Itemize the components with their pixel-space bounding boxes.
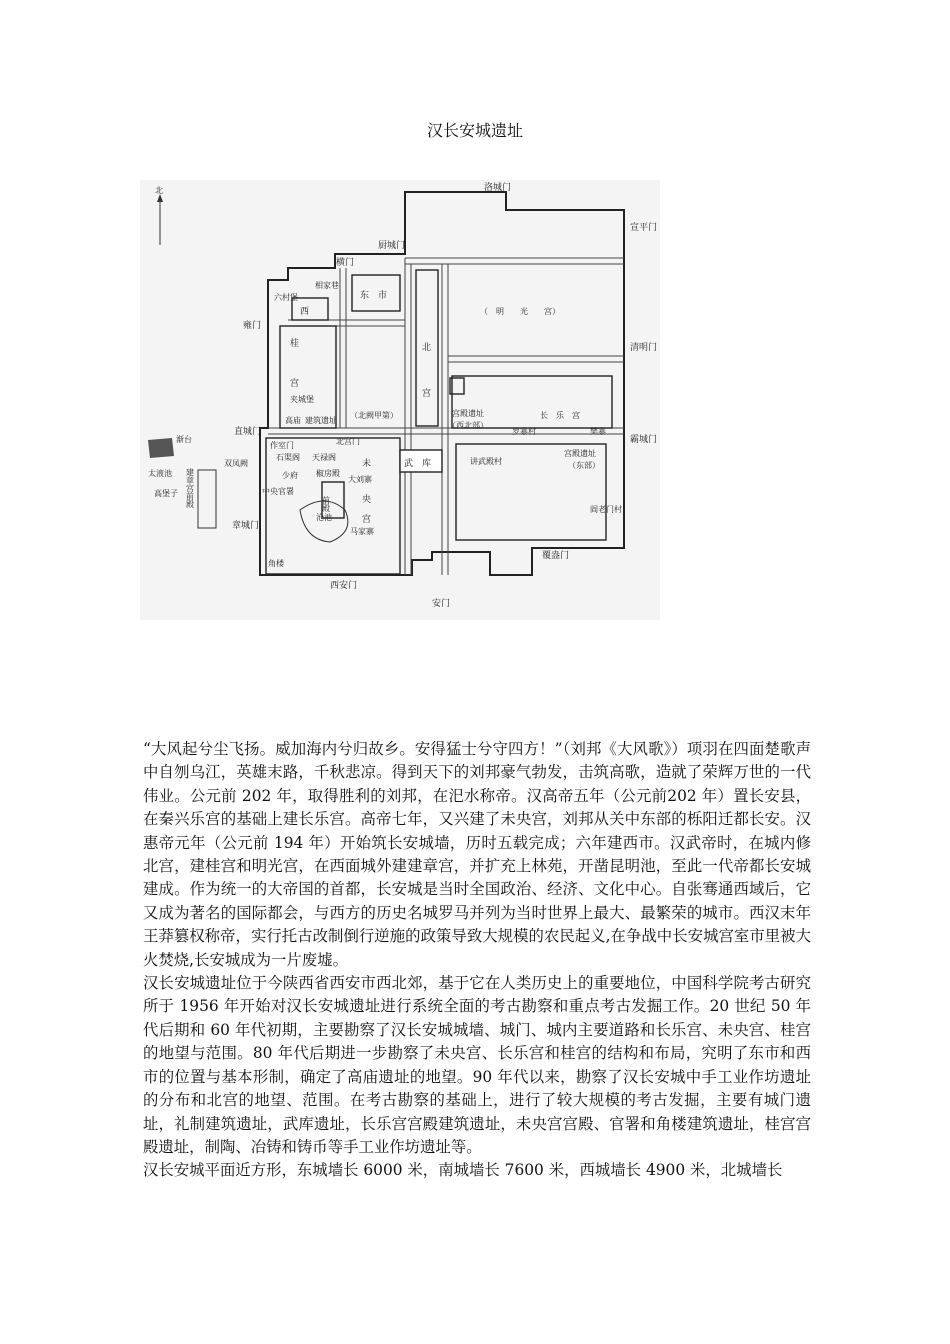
label-beigongmen: 北宫门 (336, 437, 360, 446)
gate-luocheng: 洛城门 (484, 183, 512, 193)
label-shuangfeng: 双凤阙 (224, 459, 248, 468)
label-canchi: 沧池 (316, 513, 332, 522)
label-xibeibu: （西北部） (448, 421, 488, 430)
label-dongbu: （东部） (568, 461, 600, 470)
label-yanlao: 阎老门村 (590, 505, 622, 514)
label-jianzhang: 建章宫前殿 (185, 468, 195, 508)
label-luozhai: 罗寨村 (512, 427, 536, 436)
gate-ba: 霸城门 (630, 435, 658, 445)
gate-fuang: 覆盎门 (542, 551, 570, 561)
label-xiangjiaxiang: 相家巷 (315, 281, 339, 290)
label-jiantai: 渐台 (176, 435, 192, 444)
gate-zhicheng: 直城门 (234, 427, 262, 437)
label-jiaolou: 角楼 (268, 559, 284, 568)
label-fanzhai: 樊寨 (590, 427, 606, 436)
article-body (143, 738, 811, 1183)
label-gaomiao: 高庙 (285, 416, 301, 425)
paragraph-2: 汉长安城遗址位于今陕西省西安市西北郊，基于它在人类历史上的重要地位，中国科学院考古研究所于 1956 年开始对汉长安城遗址进行系统全面的考古勘察和重点考古发掘工作。20 世纪 50 年代后期和 60 年代初期，主要勘察了汉长安城城墙、城门、城内主要道路和长乐宫、未央宫、桂宫的地望与范围。80 年代后期进一步勘察了未央宫、长乐宫和桂宫的结构和布局，究明了东市和西市的位置与基本形制，确定了高庙遗址的地望。90 年代以来，勘察了汉长安城中手工业作坊遗址的分布和北宫的地望、范围。在考古勘察的基础上，进行了较大规模的考古发掘，主要有城门遗址，礼制建筑遗址，武库遗址，长乐宫宫殿建筑遗址，未央宫宫殿、官署和角楼建筑遗址，桂宫宫殿遗址，制陶、冶铸和铸币等手工业作坊遗址等。 (143, 974, 811, 1156)
label-jiangwu: 讲武殿村 (470, 457, 502, 466)
label-changle: 长 乐 宫 (540, 411, 580, 420)
gate-qingming: 清明门 (630, 343, 658, 353)
label-gong1: 宫 (290, 379, 300, 389)
label-zhongyang: 中央官署 (262, 487, 294, 496)
gate-heng: 横门 (336, 258, 355, 268)
label-gong3: 宫 (362, 515, 372, 525)
gate-yong: 雍门 (243, 321, 262, 331)
label-liucunbao: 六村堡 (274, 293, 298, 302)
label-dongshi: 东 市 (360, 291, 388, 301)
city-map (140, 180, 660, 620)
label-jiaofang: 椒房殿 (316, 469, 340, 478)
label-qiandian: 前殿 (321, 496, 331, 512)
label-shiqu: 石渠阁 (276, 453, 300, 462)
label-zuoshimen: 作室门 (270, 441, 294, 450)
label-gui: 桂 (290, 339, 300, 349)
label-bei: 北 (422, 343, 432, 353)
label-tianlu: 天禄阁 (312, 453, 336, 462)
gate-xian: 西安门 (330, 581, 358, 591)
label-xishi: 西 (300, 307, 310, 317)
label-yang: 央 (362, 495, 372, 505)
label-gongdian-db: 宫殿遗址 (564, 449, 596, 458)
label-shaofu: 少府 (282, 471, 298, 480)
gate-zhang: 章城门 (232, 521, 260, 531)
label-majiazhai: 马家寨 (350, 527, 374, 536)
label-wei: 未 (362, 459, 372, 469)
gate-xuanping: 宣平门 (630, 223, 658, 233)
gate-chucheng: 厨城门 (378, 241, 406, 251)
label-gongdian-xb: 宫殿遗址 (452, 409, 484, 418)
page-title: 汉长安城遗址 (426, 121, 523, 140)
label-gong2: 宫 (422, 389, 432, 399)
north-label: 北 (155, 186, 163, 195)
label-gaobaozi: 高堡子 (154, 489, 178, 498)
paragraph-1: “大风起兮尘飞扬。威加海内兮归故乡。安得猛士兮守四方！”（刘邦《大风歌》）项羽在四面楚歌声中自刎乌江，英雄末路，千秋悲凉。得到天下的刘邦豪气勃发，击筑高歌，造就了荣辉万世的一代伟业。公元前 202 年，取得胜利的刘邦，在汜水称帝。汉高帝五年（公元前202 年）置长安县，在秦兴乐宫的基础上建长乐宫。高帝七年，又兴建了未央宫，刘邦从关中东部的栎阳迁都长安。汉惠帝元年（公元前 194 年）开始筑长安城墙，历时五载完成；六年建西市。汉武帝时，在城内修北宫，建桂宫和明光宫，在西面城外建建章宫，并扩充上林苑，开凿昆明池，至此一代帝都长安城建成。作为统一的大帝国的首都，长安城是当时全国政治、经济、文化中心。自张骞通西域后，它又成为著名的国际都会，与西方的历史名城罗马并列为当时世界上最大、最繁荣的城市。西汉末年王莽篡权称帝，实行托古改制倒行逆施的政策导致大规模的农民起义,在争战中长安城宫室市里被大火焚烧,长安城成为一片废墟。 (143, 740, 811, 969)
label-mingguang: （ 明 光 宫） (480, 307, 560, 316)
label-wuku: 武 库 (404, 459, 432, 469)
map-svg (140, 180, 660, 620)
label-jiachengbao: 夹城堡 (290, 395, 314, 404)
label-taiyechi: 太液池 (148, 469, 172, 478)
label-dazhai: 大刘寨 (348, 475, 372, 484)
label-beique: （北阙甲第） (350, 411, 398, 420)
paragraph-3: 汉长安城平面近方形，东城墙长 6000 米，南城墙长 7600 米，西城墙长 4900 米，北城墙长 (143, 1161, 783, 1180)
gate-an: 安门 (432, 599, 451, 609)
label-jianzhu: 建筑遗址 (305, 416, 337, 425)
